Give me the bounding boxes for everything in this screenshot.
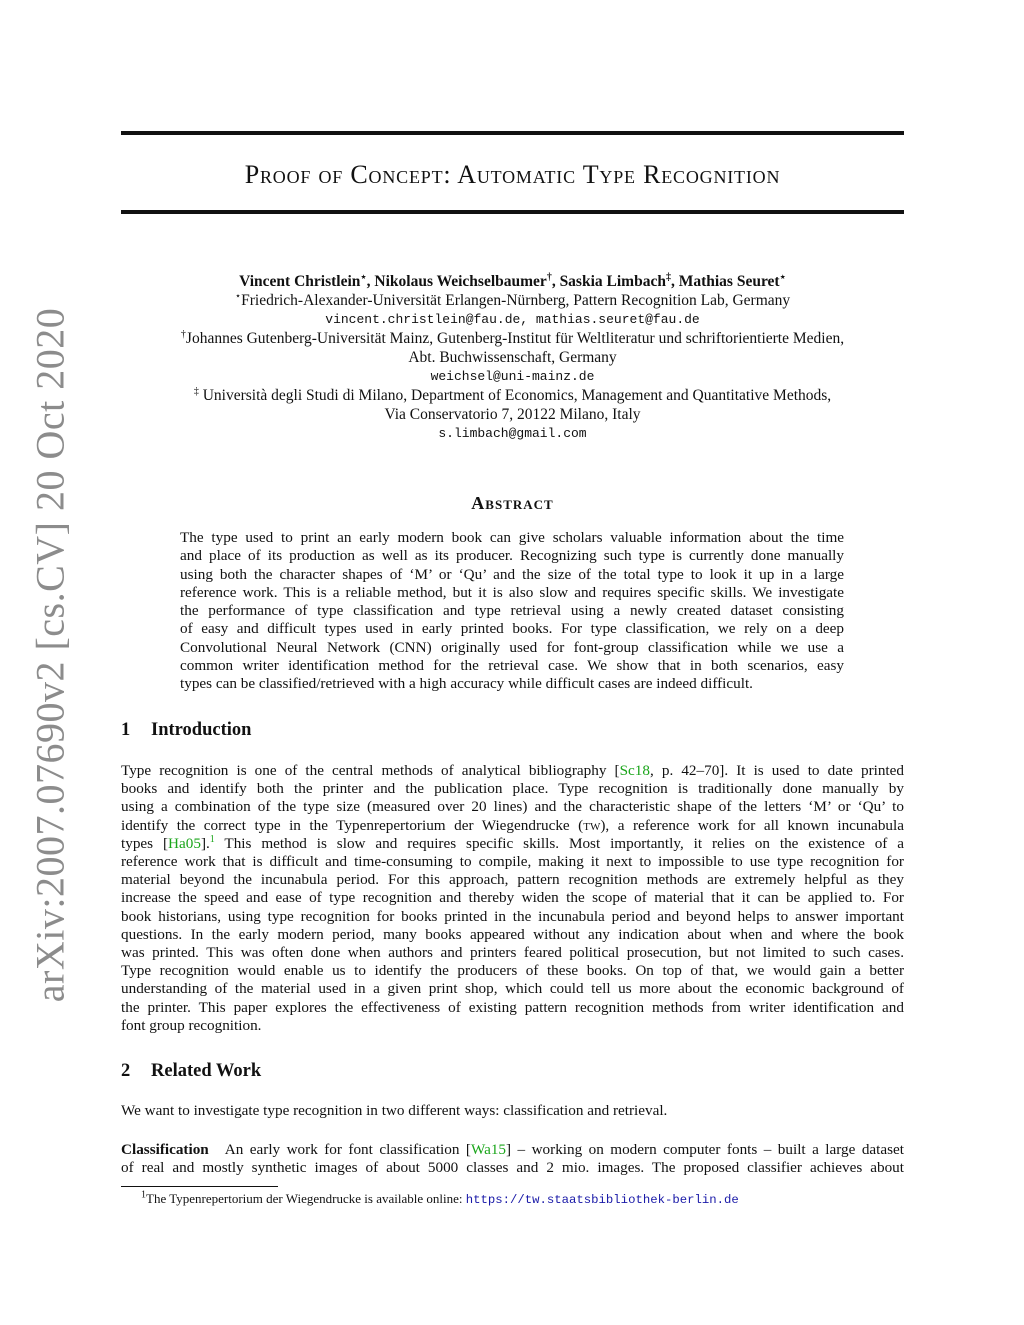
author-name: Saskia Limbach: [559, 273, 666, 290]
body-line: [121, 817, 904, 835]
author-list: [121, 272, 904, 291]
footnote-rule: [121, 1186, 278, 1187]
affiliation-line: Abt. Buchwissenschaft, Germany: [408, 349, 617, 366]
affiliation-line: [121, 329, 904, 348]
footnote-text: The Typenrepertorium der Wiegendrucke is available online:: [146, 1191, 466, 1206]
body-line: We want to investigate type recognition in two different ways: classification and retrieval.: [121, 1102, 668, 1119]
author-name: Vincent Christlein: [239, 273, 361, 290]
footnote: [141, 1191, 739, 1207]
body-text: , p. 42–70]. It is used to date printed: [649, 762, 904, 779]
section-heading-introduction: [121, 720, 251, 741]
body-text: ].: [200, 834, 210, 852]
body-text: An early work for font classification [: [224, 1141, 471, 1158]
body-line: of real and mostly synthetic images of about 5000 classes and 2 mio. images. The proposed classifier achieves about: [121, 1159, 904, 1177]
author-name: Mathias Seuret: [678, 273, 780, 290]
body-line: [121, 762, 904, 780]
author-separator: ,: [366, 273, 375, 290]
body-line: increase the speed and ease of type recognition and thereby widen the scope of material that it can be applied to. For: [121, 889, 904, 907]
abstract-line: using both the character shapes of ‘M’ or ‘Qu’ and the size of the total type to look it up in a large: [180, 565, 844, 583]
abstract-line: Convolutional Neural Network (CNN) originally used for font-group classification while we use a: [180, 638, 844, 656]
body-line: font group recognition.: [121, 1016, 262, 1034]
affiliation-mark: ⋆: [234, 290, 242, 302]
author-separator: ,: [551, 273, 560, 290]
body-text: This method is slow and requires specific skills. Most importantly, it relies on the existence of a: [214, 834, 905, 852]
body-line: [121, 1141, 904, 1159]
body-line: questions. In the early modern period, many books appeared without any indication about when and where the book: [121, 925, 904, 943]
affiliation-text: Friedrich-Alexander-Universität Erlangen-Nürnberg, Pattern Recognition Lab, Germany: [241, 292, 791, 309]
abstract-line: reference work. This is a reliable method, but it is also slow and requires specific skills. We investigate: [180, 583, 844, 601]
abstract-heading: Abstract: [471, 493, 554, 513]
section-number: 2: [121, 1061, 131, 1081]
abstract-text: [180, 529, 844, 694]
body-line: understanding of the material used in a given print shop, which could tell us more about the economic background of: [121, 980, 904, 998]
body-text: ), a reference work for all known incunabula: [600, 816, 904, 834]
affiliation-line: Via Conservatorio 7, 20122 Milano, Italy: [384, 406, 641, 423]
affiliation-text: Johannes Gutenberg-Universität Mainz, Gutenberg-Institut für Weltliteratur und schriftorientierte Medien,: [185, 330, 845, 347]
affiliation-mark: ‡: [193, 385, 199, 397]
abstract-line: types can be classified/retrieved with a high accuracy while difficult cases are indeed difficult.: [180, 675, 753, 693]
author-name: Nikolaus Weichselbaumer: [374, 273, 547, 290]
affiliation-line: [121, 291, 904, 310]
related-work-intro: [121, 1102, 904, 1120]
section-number: 1: [121, 720, 131, 740]
body-line: Type recognition would enable us to identify the producers of these books. On top of that, we would gain a better: [121, 962, 904, 980]
body-line: reference work that is difficult and time-consuming to compile, making it next to impossible to use type recognition for: [121, 853, 904, 871]
paragraph-heading: Classification: [121, 1141, 209, 1158]
title-rule-bottom: [121, 210, 904, 214]
section-heading-related-work: [121, 1061, 261, 1082]
affiliation-mark: ⋆: [779, 271, 786, 283]
citation-link[interactable]: Sc18: [619, 762, 650, 779]
introduction-body: [121, 762, 904, 1035]
citation-link[interactable]: Wa15: [470, 1141, 507, 1158]
authors-block: [121, 272, 904, 443]
body-text: types [: [121, 834, 169, 852]
affiliation-line: [121, 386, 904, 405]
body-line: book historians, using type recognition for books printed in the incunabula period and beyond helps to answer important: [121, 907, 904, 925]
paper-title: Proof of Concept: Automatic Type Recognition: [244, 160, 781, 189]
footnote-url-link[interactable]: https://tw.staatsbibliothek-berlin.de: [465, 1193, 739, 1207]
body-line: the printer. This paper explores the effectiveness of existing pattern recognition methods from writer identification and: [121, 998, 904, 1016]
body-line: material beyond the incunabula period. For this approach, pattern recognition methods are extremely helpful as they: [121, 871, 904, 889]
affiliation-mark: ‡: [665, 271, 671, 283]
arxiv-identifier-stamp: arXiv:2007.07690v2 [cs.CV] 20 Oct 2020: [27, 307, 73, 1003]
body-line: [121, 835, 904, 853]
affiliation-text: Università degli Studi di Milano, Department of Economics, Management and Quantitative Methods,: [198, 387, 832, 404]
abstract-line: the performance of type classification and type retrieval using a newly created dataset consisting: [180, 602, 844, 620]
affiliation-mark: †: [180, 328, 186, 340]
section-title: Related Work: [151, 1061, 262, 1081]
section-title: Introduction: [151, 720, 252, 740]
body-line: using a combination of the type size (measured over 20 lines) and the characteristic shape of the letters ‘M’ or ‘Qu’ to: [121, 798, 904, 816]
citation-link[interactable]: Ha05: [168, 834, 201, 852]
author-email: vincent.christlein@fau.de, mathias.seuret@fau.de: [325, 312, 700, 327]
abstract-line: of easy and difficult types used in early printed books. For type classification, we rely on a deep: [180, 620, 844, 638]
abstract-line: The type used to print an early modern book can give scholars valuable information about the time: [180, 529, 844, 546]
body-text: Type recognition is one of the central methods of analytical bibliography [: [121, 762, 620, 779]
body-text: identify the correct type in the Typenrepertorium der Wiegendrucke (: [121, 816, 584, 834]
body-text: ] – working on modern computer fonts – built a large dataset: [506, 1141, 904, 1158]
author-email: weichsel@uni-mainz.de: [430, 369, 595, 384]
body-line: was printed. This was often done when authors and printers feared political prosecution, but not limited to such cases.: [121, 944, 904, 962]
author-email: s.limbach@gmail.com: [438, 426, 587, 441]
body-line: books and identify both the printer and the publication place. Type recognition is traditionally done manually by: [121, 780, 904, 798]
affiliation-mark: ⋆: [360, 271, 367, 283]
author-separator: ,: [670, 273, 679, 290]
abstract-line: common writer identification method for the retrieval case. We show that in both scenarios, easy: [180, 657, 844, 675]
footnote-mark: 1: [141, 1189, 146, 1201]
footnote-ref-link[interactable]: 1: [209, 833, 215, 845]
title-rule-top: [121, 131, 904, 135]
tw-abbreviation: tw: [583, 816, 601, 834]
classification-paragraph: [121, 1141, 904, 1177]
affiliation-mark: †: [546, 271, 552, 283]
abstract-line: and place of its production as well as its producer. Recognizing such type is currently done manually: [180, 547, 844, 565]
